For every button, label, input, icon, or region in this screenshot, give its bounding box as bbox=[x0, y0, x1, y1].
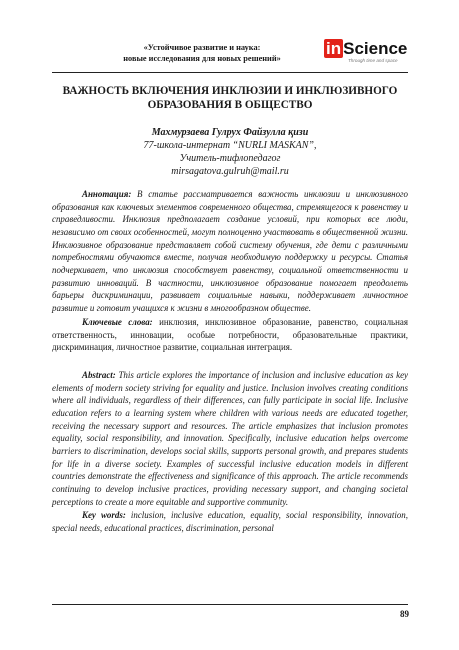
author-school: 77-школа-интернат “NURLI MASKAN”, bbox=[143, 140, 317, 151]
author-name: Махмурзаева Гулрух Файзулла қизи bbox=[151, 127, 309, 138]
logo-tagline: Through time and space bbox=[348, 58, 398, 63]
article-title-line2: ОБРАЗОВАНИЯ В ОБЩЕСТВО bbox=[147, 99, 313, 111]
header-divider bbox=[52, 72, 408, 73]
annotation-paragraph bbox=[52, 188, 408, 315]
annotation-label: Аннотация: bbox=[82, 189, 132, 199]
abstract-text: This article explores the importance of inclusion and inclusive education as key elements of modern society striving for equality and justice. Inclusion involves creating conditions where all individuals, regardless of their differences, can fully participate in social life. Inclusive education refers to a learning system where children with various needs are educated together, receiving the necessary support and resources. The article emphasizes that inclusion promotes equality, social responsibility, and innovation. Specifically, inclusive education helps overcome barriers to discrimination, develops social skills, supports personal growth, and prepares students for life in a diverse society. Examples of successful inclusive education models in different countries demonstrate the effectiveness and significance of this approach. The article recommends continuing to develop inclusive practices, providing necessary support, and changing societal perceptions to create a more equitable and supportive community. bbox=[52, 370, 409, 507]
keywords-en-paragraph bbox=[52, 509, 408, 534]
keywords-ru-text: инклюзия, инклюзивное образование, равенство, социальная ответственность, инновации, особые потребности, образовательные практики, дискриминация, личностное развитие, социальная интеграция. bbox=[52, 317, 408, 353]
keywords-en-text: inclusion, inclusive education, equality, social responsibility, innovation, special needs, educational practices, discrimination, personal bbox=[52, 510, 408, 533]
page-header bbox=[52, 40, 408, 72]
page-number: 89 bbox=[400, 609, 409, 619]
keywords-ru-label: Ключевые слова: bbox=[82, 317, 153, 327]
conference-title bbox=[52, 42, 352, 64]
author-email: mirsagatova.gulruh@mail.ru bbox=[171, 166, 289, 177]
logo-in: in bbox=[326, 39, 342, 58]
inscience-logo bbox=[324, 40, 408, 70]
conference-title-line2: новые исследования для новых решений» bbox=[123, 54, 281, 63]
article-title bbox=[50, 84, 410, 112]
logo-wordmark bbox=[324, 40, 408, 58]
annotation-text: В статье рассматривается важность инклюзии и инклюзивного образования как ключевых элементов современного общества, стремящегося к равенству и справедливости. Инклюзия предполагает создание условий, при которых все люди, независимо от своих особенностей, могут полноценно участвовать в общественной жизни. Инклюзивное образование представляет собой систему обучения, где дети с различными потребностями обучаются вместе, получая необходимую поддержку и ресурсы. Статья подчеркивает, что инклюзия способствует равенству, социальной ответственности и развитию инноваций. В частности, инклюзивное образование помогает преодолеть барьеры дискриминации, развивает социальные навыки, поддерживает личностное развитие и готовит учащихся к жизни в многообразном обществе. bbox=[52, 189, 408, 313]
keywords-en-label: Key words: bbox=[82, 510, 126, 520]
author-block bbox=[50, 126, 410, 178]
keywords-ru-paragraph bbox=[52, 316, 408, 354]
abstract-paragraph bbox=[52, 369, 408, 508]
author-position: Учитель-тифлопедагог bbox=[179, 153, 281, 164]
conference-title-line1: «Устойчивое развитие и наука: bbox=[143, 43, 261, 52]
logo-science: Science bbox=[343, 39, 408, 58]
abstract-label: Abstract: bbox=[82, 370, 116, 380]
article-title-line1: ВАЖНОСТЬ ВКЛЮЧЕНИЯ ИНКЛЮЗИИ И ИНКЛЮЗИВНОГО bbox=[62, 85, 398, 97]
footer-divider bbox=[52, 604, 408, 605]
